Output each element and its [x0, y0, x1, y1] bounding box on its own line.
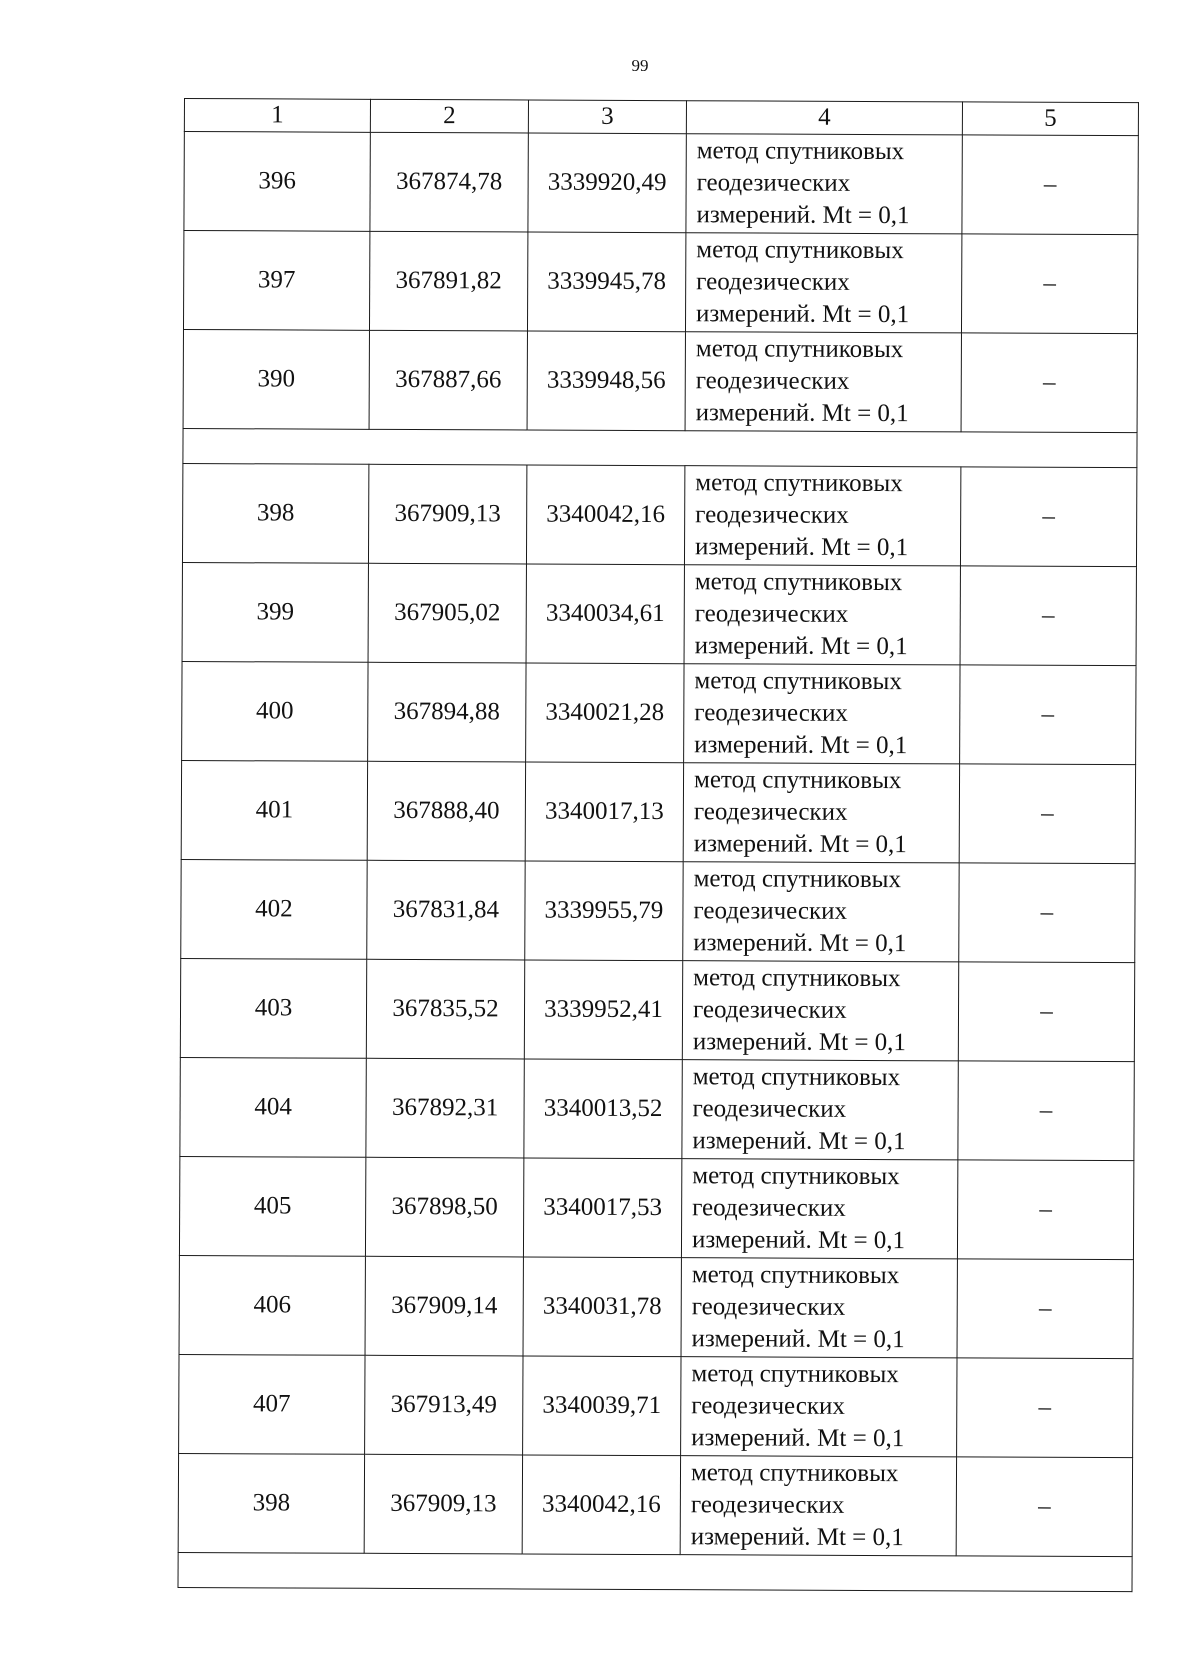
method-line: метод спутниковых	[696, 236, 904, 265]
extra-cell: –	[958, 962, 1134, 1062]
table-row	[181, 859, 1135, 962]
method-line: измерений. Mt = 0,1	[693, 830, 907, 859]
method-cell	[681, 1258, 957, 1358]
extra-cell: –	[961, 234, 1137, 334]
method-line: измерений. Mt = 0,1	[696, 300, 910, 329]
method-line: метод спутниковых	[692, 1162, 900, 1191]
method-line: метод спутниковых	[694, 667, 902, 696]
method-line: геодезических	[690, 1491, 845, 1519]
x-coordinate-cell: 367894,88	[368, 662, 526, 762]
table-row	[182, 661, 1136, 764]
method-line: измерений. Mt = 0,1	[690, 1523, 904, 1552]
method-line: геодезических	[694, 600, 849, 628]
method-line: метод спутниковых	[692, 1063, 901, 1092]
method-line: измерений. Mt = 0,1	[692, 1028, 907, 1057]
column-header-point: 1	[184, 99, 370, 133]
table-row	[179, 1354, 1133, 1457]
method-line: измерений. Mt = 0,1	[691, 1226, 906, 1255]
separator-row	[183, 428, 1137, 467]
method-line: измерений. Mt = 0,1	[692, 1127, 906, 1156]
column-header-y: 3	[528, 100, 686, 134]
method-line: метод спутниковых	[695, 469, 903, 498]
method-line: геодезических	[693, 798, 848, 826]
extra-cell: –	[959, 863, 1135, 963]
method-cell	[686, 134, 962, 234]
x-coordinate-cell: 367888,40	[367, 761, 525, 861]
table-row	[184, 132, 1138, 235]
extra-cell: –	[959, 764, 1135, 864]
table-row	[182, 562, 1136, 665]
page-number: 99	[631, 56, 649, 75]
point-cell: 407	[179, 1354, 365, 1454]
method-line: измерений. Mt = 0,1	[693, 929, 907, 958]
x-coordinate-cell: 367891,82	[369, 231, 527, 331]
x-coordinate-cell: 367831,84	[367, 860, 525, 960]
point-cell: 390	[183, 329, 369, 429]
point-cell: 406	[179, 1255, 365, 1355]
method-cell	[685, 332, 961, 432]
x-coordinate-cell: 367835,52	[366, 959, 524, 1059]
extra-cell: –	[957, 1259, 1133, 1359]
method-line: метод спутниковых	[696, 137, 905, 166]
method-line: измерений. Mt = 0,1	[694, 533, 909, 562]
method-cell	[683, 763, 959, 863]
column-header-x: 2	[370, 99, 528, 133]
method-cell	[681, 1357, 957, 1457]
extra-cell: –	[957, 1160, 1133, 1260]
coordinates-table-wrapper	[177, 98, 1137, 1592]
method-line: геодезических	[696, 268, 850, 296]
method-line: измерений. Mt = 0,1	[696, 201, 910, 230]
method-cell	[680, 1456, 956, 1556]
y-coordinate-cell: 3340042,16	[526, 465, 684, 565]
x-coordinate-cell: 367909,14	[365, 1256, 523, 1356]
x-coordinate-cell: 367913,49	[365, 1355, 523, 1455]
y-coordinate-cell: 3339952,41	[524, 960, 682, 1060]
point-cell: 400	[182, 661, 368, 761]
y-coordinate-cell: 3340031,78	[523, 1257, 681, 1357]
x-coordinate-cell: 367892,31	[366, 1058, 524, 1158]
coordinates-table	[177, 98, 1138, 1592]
method-line: измерений. Mt = 0,1	[691, 1325, 905, 1354]
method-line: метод спутниковых	[691, 1261, 900, 1290]
column-header-extra: 5	[962, 102, 1138, 136]
method-line: геодезических	[696, 169, 851, 197]
method-line: метод спутниковых	[694, 568, 903, 597]
point-cell: 398	[178, 1453, 364, 1553]
x-coordinate-cell: 367887,66	[369, 330, 527, 430]
method-line: геодезических	[693, 897, 848, 925]
extra-cell: –	[957, 1358, 1133, 1458]
method-line: измерений. Mt = 0,1	[691, 1424, 905, 1453]
x-coordinate-cell: 367909,13	[364, 1454, 522, 1554]
table-header-row	[184, 99, 1138, 136]
extra-cell: –	[956, 1457, 1132, 1557]
method-cell	[683, 862, 959, 962]
x-coordinate-cell: 367909,13	[368, 464, 526, 564]
extra-cell: –	[960, 566, 1136, 666]
x-coordinate-cell: 367898,50	[365, 1157, 523, 1257]
table-row	[183, 231, 1137, 334]
point-cell: 398	[182, 463, 368, 563]
table-row	[180, 958, 1134, 1061]
table-row	[181, 760, 1135, 863]
method-line: метод спутниковых	[695, 335, 904, 364]
y-coordinate-cell: 3340017,53	[523, 1158, 681, 1258]
method-cell	[684, 466, 960, 566]
method-line: метод спутниковых	[691, 1360, 899, 1389]
separator-row	[178, 1552, 1132, 1591]
method-cell	[682, 1060, 958, 1160]
method-line: метод спутниковых	[693, 865, 902, 894]
method-cell	[685, 233, 961, 333]
method-line: метод спутниковых	[693, 766, 902, 795]
method-cell	[684, 664, 960, 764]
method-cell	[684, 565, 960, 665]
point-cell: 403	[180, 958, 366, 1058]
extra-cell: –	[961, 333, 1137, 433]
method-line: измерений. Mt = 0,1	[694, 632, 908, 661]
point-cell: 405	[179, 1156, 365, 1256]
method-line: геодезических	[692, 996, 847, 1024]
y-coordinate-cell: 3340039,71	[523, 1356, 681, 1456]
x-coordinate-cell: 367905,02	[368, 563, 526, 663]
method-line: геодезических	[692, 1194, 846, 1222]
table-row	[180, 1057, 1134, 1160]
point-cell: 404	[180, 1057, 366, 1157]
point-cell: 396	[184, 132, 370, 232]
y-coordinate-cell: 3340042,16	[522, 1455, 680, 1555]
method-line: геодезических	[694, 699, 848, 727]
y-coordinate-cell: 3340017,13	[525, 762, 683, 862]
extra-cell: –	[960, 665, 1136, 765]
method-line: метод спутниковых	[693, 964, 901, 993]
table-row	[182, 463, 1136, 566]
y-coordinate-cell: 3340034,61	[526, 564, 684, 664]
method-line: метод спутниковых	[690, 1459, 899, 1488]
method-line: геодезических	[691, 1293, 846, 1321]
y-coordinate-cell: 3340021,28	[526, 663, 684, 763]
method-cell	[681, 1159, 957, 1259]
method-line: геодезических	[695, 501, 849, 529]
table-row	[178, 1453, 1132, 1556]
point-cell: 401	[181, 760, 367, 860]
y-coordinate-cell: 3339948,56	[527, 331, 685, 431]
y-coordinate-cell: 3339920,49	[528, 133, 686, 233]
table-row	[179, 1255, 1133, 1358]
point-cell: 402	[181, 859, 367, 959]
table-row	[183, 329, 1137, 432]
extra-cell: –	[960, 467, 1136, 567]
table-row	[179, 1156, 1133, 1259]
method-line: геодезических	[691, 1392, 845, 1420]
method-line: геодезических	[692, 1095, 847, 1123]
y-coordinate-cell: 3339955,79	[525, 861, 683, 961]
point-cell: 399	[182, 562, 368, 662]
method-cell	[682, 961, 958, 1061]
y-coordinate-cell: 3340013,52	[524, 1059, 682, 1159]
extra-cell: –	[962, 135, 1138, 235]
method-line: геодезических	[695, 367, 850, 395]
y-coordinate-cell: 3339945,78	[527, 232, 685, 332]
separator-cell	[183, 428, 1137, 467]
column-header-method: 4	[686, 101, 962, 135]
point-cell: 397	[183, 231, 369, 331]
method-line: измерений. Mt = 0,1	[694, 731, 908, 760]
table-body	[178, 132, 1138, 1592]
method-line: измерений. Mt = 0,1	[695, 399, 909, 428]
extra-cell: –	[958, 1061, 1134, 1161]
separator-cell	[178, 1552, 1132, 1591]
x-coordinate-cell: 367874,78	[370, 132, 528, 232]
